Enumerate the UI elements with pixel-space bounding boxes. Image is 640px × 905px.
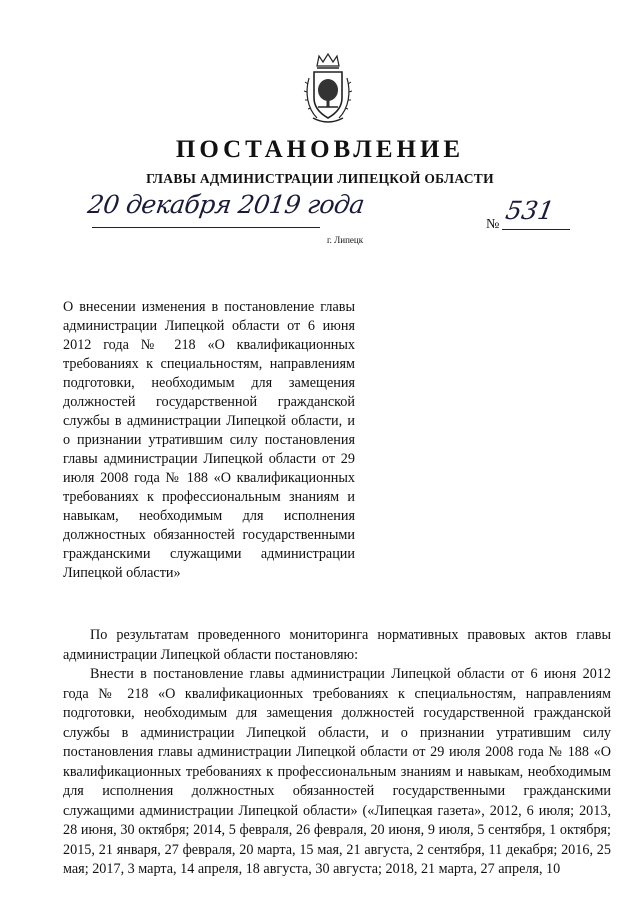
city-label: г. Липецк [327, 235, 364, 245]
date-line [92, 227, 320, 228]
coat-of-arms-icon [303, 52, 353, 126]
body-paragraph: По результатам проведенного мониторинга нормативных правовых актов главы администрации Липецкой области постановляю: [63, 627, 611, 663]
document-subtitle: ГЛАВЫ АДМИНИСТРАЦИИ ЛИПЕЦКОЙ ОБЛАСТИ [146, 171, 494, 186]
document-heading: О внесении изменения в постановление главы администрации Липецкой области от 6 июня 2012 года № 218 «О квалификационных требованиях к специальностям, направлениям подготовки, необходимым для замещения должностей государственной гражданской службы в администрации Липецкой области, и о признании утратившим силу постановления главы администрации Липецкой области от 29 июля 2008 года № 188 «О квалификационных требованиях к профессиональным знаниям и навыкам, необходимым для исполнения должностных обязанностей государственными гражданскими служащими администрации Липецкой области» [63, 299, 355, 581]
number-label: № [486, 217, 500, 232]
number-line [502, 229, 570, 230]
handwritten-date: 20 декабря 2019 года [85, 190, 367, 219]
document-title: ПОСТАНОВЛЕНИЕ [175, 136, 465, 163]
body-paragraph: Внести в постановление главы администрации Липецкой области от 6 июня 2012 года № 218 «О квалификационных требованиях к специальностям, направлениям подготовки, необходимым для замещения должностей государственной гражданской службы в администрации Липецкой области, и о признании утратившим силу постановления главы администрации Липецкой области от 29 июля 2008 года № 188 «О квалификационных требованиях к профессиональным знаниям и навыкам, необходимым для исполнения должностных обязанностей государственными гражданскими служащими администрации Липецкой области» («Липецкая газета», 2012, 6 июля; 2013, 28 июня, 30 октября; 2014, 5 февраля, 26 февраля, 20 июня, 9 июля, 5 сентября, 1 октября; 2015, 21 января, 27 февраля, 20 марта, 15 мая, 21 августа, 2 сентября, 11 декабря; 2016, 25 мая; 2017, 3 марта, 14 апреля, 18 августа, 30 августа; 2018, 21 марта, 27 апреля, 10 [63, 666, 611, 877]
document-body [63, 626, 611, 880]
handwritten-number: 531 [503, 196, 557, 225]
